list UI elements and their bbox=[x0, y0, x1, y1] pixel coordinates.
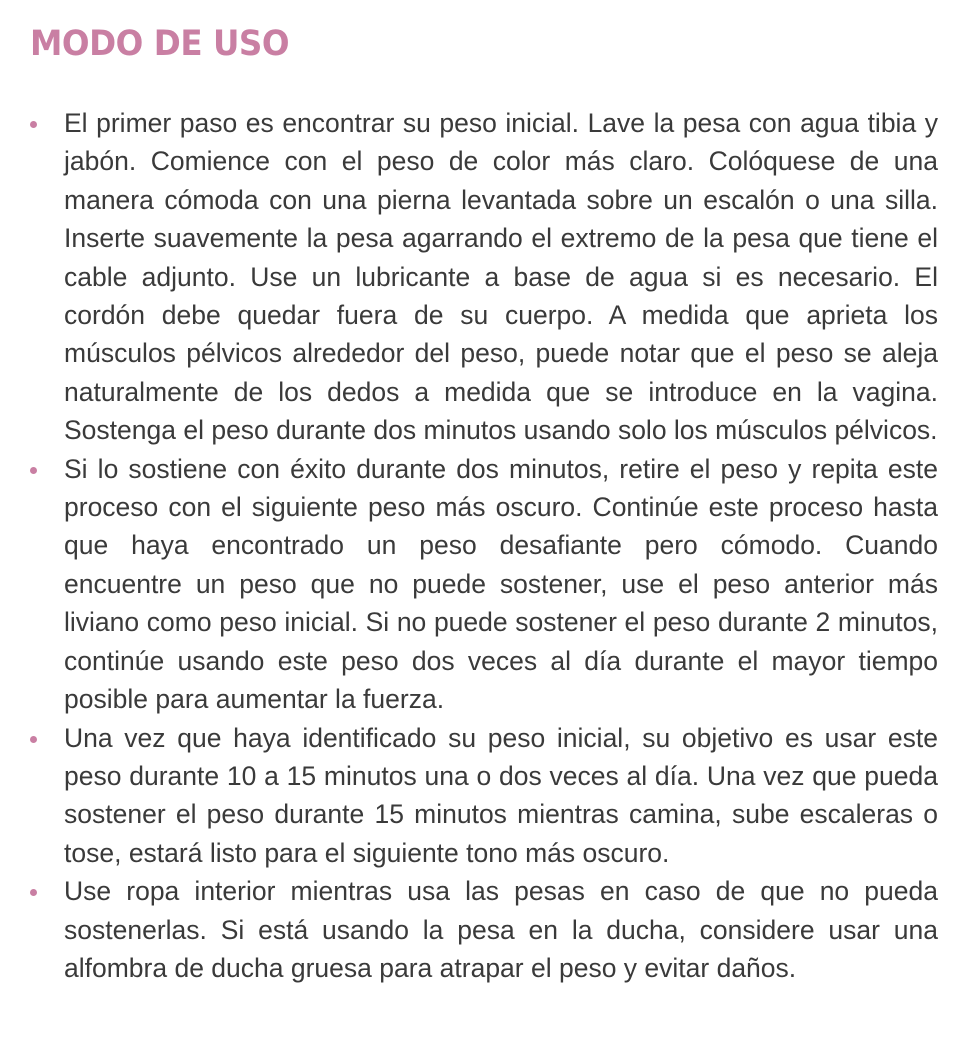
list-item bbox=[0, 872, 956, 987]
bullet-icon bbox=[30, 736, 37, 743]
instructions-list bbox=[0, 104, 956, 987]
list-item-text: Si lo sostiene con éxito durante dos minutos, retire el peso y repita este proceso con el siguiente peso más oscuro. Continúe este proceso hasta que haya encontrado un peso desafiante pero cómodo. Cuando encuentre un peso que no puede sostener, use el peso anterior más liviano como peso inicial. Si no puede sostener el peso durante 2 minutos, continúe usando este peso dos veces al día durante el mayor tiempo posible para aumentar la fuerza. bbox=[64, 453, 938, 715]
list-item bbox=[0, 450, 956, 719]
list-item bbox=[0, 719, 956, 873]
section-heading: MODO DE USO bbox=[30, 24, 290, 64]
list-item-text: Use ropa interior mientras usa las pesas en caso de que no pueda sostenerlas. Si está usando la pesa en la ducha, considere usar una alfombra de ducha gruesa para atrapar el peso y evitar daños. bbox=[64, 876, 938, 983]
list-item-text: Una vez que haya identificado su peso inicial, su objetivo es usar este peso durante 10 a 15 minutos una o dos veces al día. Una vez que pueda sostener el peso durante 15 minutos mientras camina, sube escaleras o tose, estará listo para el siguiente tono más oscuro. bbox=[64, 722, 938, 868]
bullet-icon bbox=[30, 467, 37, 474]
bullet-icon bbox=[30, 121, 37, 128]
bullet-icon bbox=[30, 889, 37, 896]
list-item bbox=[0, 104, 956, 450]
list-item-text: El primer paso es encontrar su peso inicial. Lave la pesa con agua tibia y jabón. Comience con el peso de color más claro. Colóquese de una manera cómoda con una pierna levantada sobre un escalón o una silla. Inserte suavemente la pesa agarrando el extremo de la pesa que tiene el cable adjunto. Use un lubricante a base de agua si es necesario. El cordón debe quedar fuera de su cuerpo. A medida que aprieta los músculos pélvicos alrededor del peso, puede notar que el peso se aleja naturalmente de los dedos a medida que se introduce en la vagina. Sostenga el peso durante dos minutos usando solo los músculos pélvicos. bbox=[64, 108, 938, 446]
